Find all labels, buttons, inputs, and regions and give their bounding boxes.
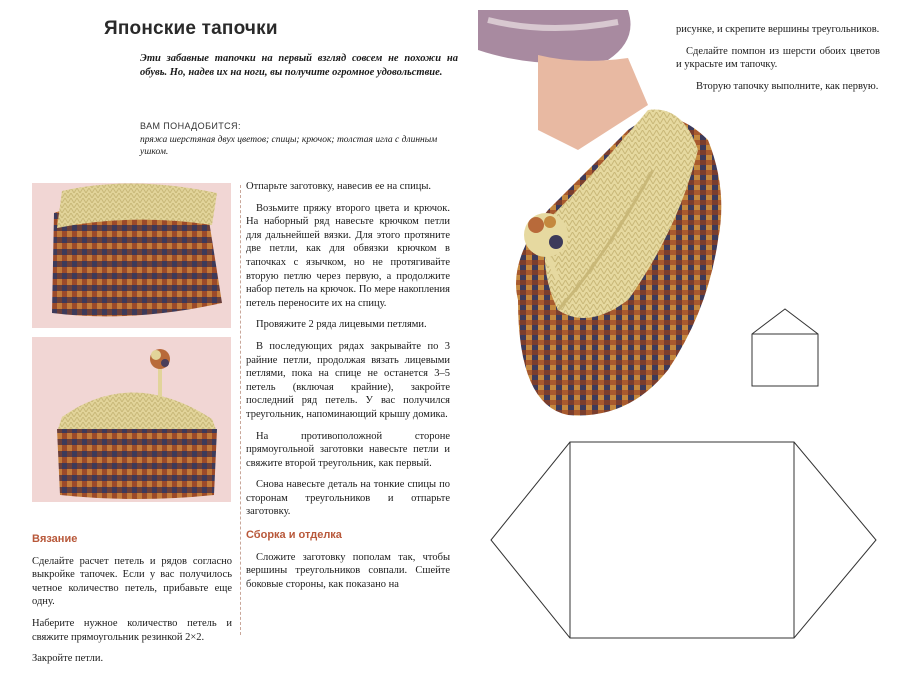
section-title-knitting: Вязание [32,533,78,545]
photo-knitted-blank [32,183,231,328]
paragraph: Отпарьте заготовку, навесив ее на спицы. [246,181,431,192]
lead-paragraph: Эти забавные тапочки на первый взгляд совсем не похожи на обувь. Но, надев их на ноги, вы получите огромное удовольствие. [140,53,458,78]
section-title-assembly: Сборка и отделка [246,529,342,542]
middle-column [246,180,450,599]
materials-heading: ВАМ ПОНАДОБИТСЯ: [140,121,241,131]
paragraph: рисунке, и скрепите вершины треугольников. [676,24,880,35]
left-column [32,533,232,674]
paragraph: Вторую тапочку выполните, как первую. [696,80,879,92]
pattern-diagram-small [748,306,822,388]
paragraph: Снова навесьте деталь на тонкие спицы по сторонам треугольников и отпарьте заготовку. [246,479,450,518]
photo-knitted-cap [32,337,231,502]
knitted-blank-illustration [32,183,231,328]
paragraph: Закройте петли. [32,653,104,665]
paragraph: Сложите заготовку пополам так, чтобы вершины треугольников совпали. Сшейте боковые стороны, как показано на [246,551,450,590]
column-divider [240,185,241,635]
paragraph: В последующих рядах закрывайте по 3 райние петли, продолжая вязать лицевыми петлями, пока на спице не останется 3–5 петель (включая крайние), закройте последний ряд петель. У вас получился треугольник, напоминающий крышу домика. [246,340,450,420]
paragraph: Провяжите 2 ряда лицевыми петлями. [256,319,427,331]
paragraph: На противоположной стороне прямоугольной заготовки навесьте петли и свяжите второй треугольник, как первый. [246,430,450,469]
paragraph: Наберите нужное количество петель и свяжите прямоугольник резинкой 2×2. [32,617,232,643]
paragraph: Сделайте расчет петель и рядов согласно выкройке тапочек. Если у вас получилось четное количество петель, прибавьте еще одну. [32,555,232,608]
knitted-cap-illustration [32,337,231,502]
page-title: Японские тапочки [104,18,278,39]
materials-list: пряжа шерстяная двух цветов; спицы; крючок; толстая игла с длинным ушком. [140,135,438,157]
right-column [676,23,880,101]
paragraph: Сделайте помпон из шерсти обоих цветов и украсьте им тапочку. [676,45,880,71]
pattern-diagram-large [488,440,884,642]
paragraph: Возьмите пряжу второго цвета и крючок. На наборный ряд навесьте крючком петли для дальнейшей вязки. Для этого протяните две петли, как для обвязки крючком в тапочках с язычком, но не протягивайте вторую петлю через первую, а продолжите набор петель на крючок. По мере накопления петель переносите их на спицу. [246,202,450,309]
